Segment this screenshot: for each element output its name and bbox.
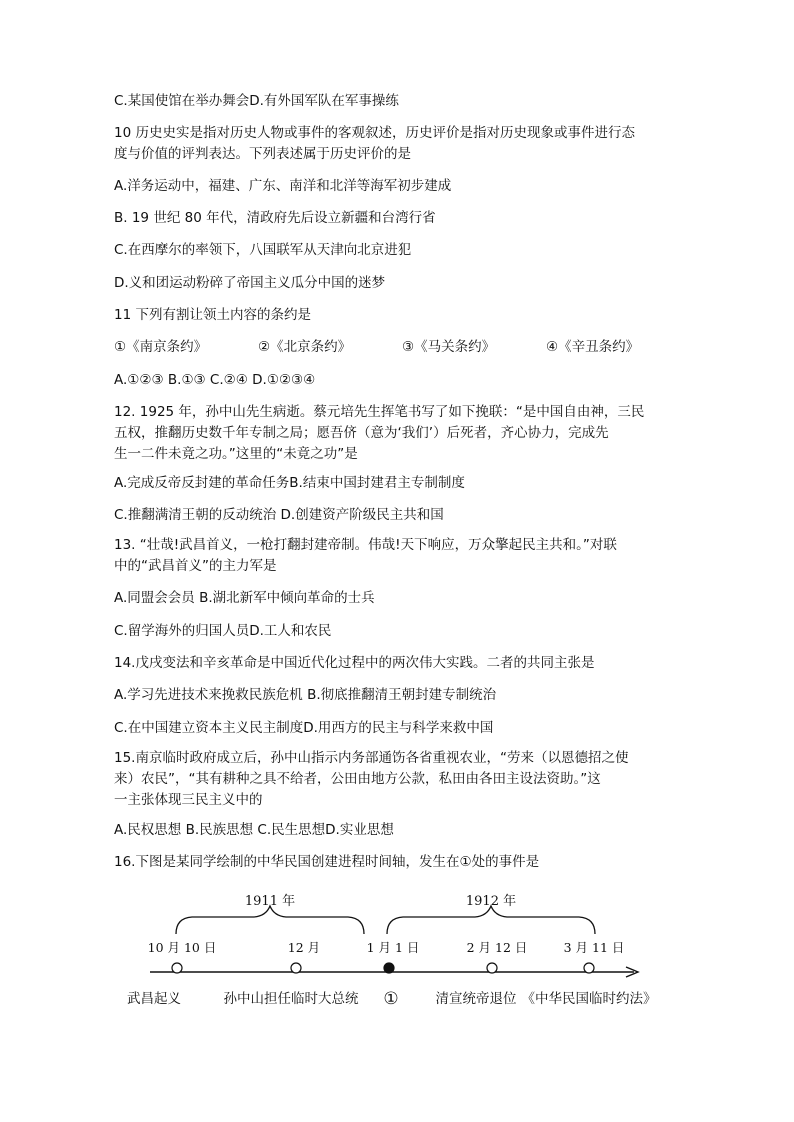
text-line: 11 下列有割让领土内容的条约是	[114, 307, 311, 323]
event-label: 清宣统帝退位	[435, 991, 517, 1007]
text-line: 13. “壮哉!武昌首义，一枪打翻封建帝制。伟哉!天下响应，万众擎起民主共和。”对联	[114, 537, 617, 553]
text-line: C.在西摩尔的率领下，八国联军从天津向北京进犯	[114, 242, 412, 258]
treaty-option: ④《辛丑条约》	[546, 339, 640, 355]
brace-1911	[176, 906, 364, 934]
date-label: 1 月 1 日	[366, 940, 420, 955]
text-line: D.义和团运动粉碎了帝国主义瓜分中国的迷梦	[114, 275, 386, 291]
text-line: A.学习先进技术来挽救民族危机 B.彻底推翻清王朝封建专制统治	[114, 687, 497, 703]
text-line: C.推翻满清王朝的反动统治 D.创建资产阶级民主共和国	[114, 507, 444, 523]
text-line: A.民权思想 B.民族思想 C.民生思想D.实业思想	[114, 822, 394, 838]
treaty-option: ③《马关条约》	[402, 339, 496, 355]
treaty-option: ②《北京条约》	[258, 339, 352, 355]
text-line: B. 19 世纪 80 年代，清政府先后设立新疆和台湾行省	[114, 210, 436, 226]
text-line: 五权，推翻历史数千年专制之局；愿吾侪（意为‘我们’）后死者，齐心协力，完成先	[114, 425, 609, 441]
timeline-marker	[291, 963, 301, 973]
text-line: 14.戊戌变法和辛亥革命是中国近代化过程中的两次伟大实践。二者的共同主张是	[114, 655, 595, 671]
event-label: 《中华民国临时约法》	[521, 991, 657, 1007]
text-line: 15.南京临时政府成立后，孙中山指示内务部通饬各省重视农业，“劳来（以恩德招之使	[114, 750, 629, 766]
timeline-marker-filled	[384, 963, 394, 973]
arrow-head-icon	[626, 967, 638, 977]
event-label: 武昌起义	[127, 991, 181, 1007]
timeline-marker	[584, 963, 594, 973]
timeline-marker	[172, 963, 182, 973]
year-label-1911: 1911 年	[244, 894, 296, 909]
brace-1912	[387, 906, 595, 934]
event-label: 孙中山担任临时大总统	[223, 991, 359, 1007]
text-line: C.留学海外的归国人员D.工人和农民	[114, 623, 332, 639]
text-line: 中的“武昌首义”的主力军是	[114, 558, 277, 574]
year-label-1912: 1912 年	[465, 894, 517, 909]
text-line: C.某国使馆在举办舞会D.有外国军队在军事操练	[114, 93, 399, 109]
text-line: C.在中国建立资本主义民主制度D.用西方的民主与科学来救中国	[114, 720, 494, 736]
text-line: A.同盟会会员 B.湖北新军中倾向革命的士兵	[114, 590, 375, 606]
treaty-options	[114, 338, 639, 356]
date-label: 2 月 12 日	[466, 940, 528, 955]
text-line: 生一二件未竟之功。”这里的“未竟之功”是	[114, 446, 358, 462]
date-label: 12 月	[287, 940, 321, 955]
text-line: 10 历史史实是指对历史人物或事件的客观叙述，历史评价是指对历史现象或事件进行态	[114, 125, 635, 141]
text-line: A.①②③ B.①③ C.②④ D.①②③④	[114, 372, 316, 388]
event-label-blank: ①	[383, 989, 399, 1009]
text-line: 一主张体现三民主义中的	[114, 792, 263, 808]
text-line: 12. 1925 年，孙中山先生病逝。蔡元培先生挥笔书写了如下挽联：“是中国自由神，三民	[114, 404, 645, 420]
text-line: A.洋务运动中，福建、广东、南洋和北洋等海军初步建成	[114, 178, 452, 194]
text-line: 来）农民”，“其有耕种之具不给者，公田由地方公款，私田由各田主设法资助。”这	[114, 771, 601, 787]
text-line: 度与价值的评判表达。下列表述属于历史评价的是	[114, 146, 411, 162]
text-line: 16.下图是某同学绘制的中华民国创建进程时间轴，发生在①处的事件是	[114, 854, 540, 870]
timeline-marker	[487, 963, 497, 973]
date-label: 3 月 11 日	[563, 940, 625, 955]
date-label: 10 月 10 日	[147, 940, 217, 955]
text-line: A.完成反帝反封建的革命任务B.结束中国封建君主专制制度	[114, 475, 465, 491]
treaty-option: ①《南京条约》	[114, 339, 208, 355]
